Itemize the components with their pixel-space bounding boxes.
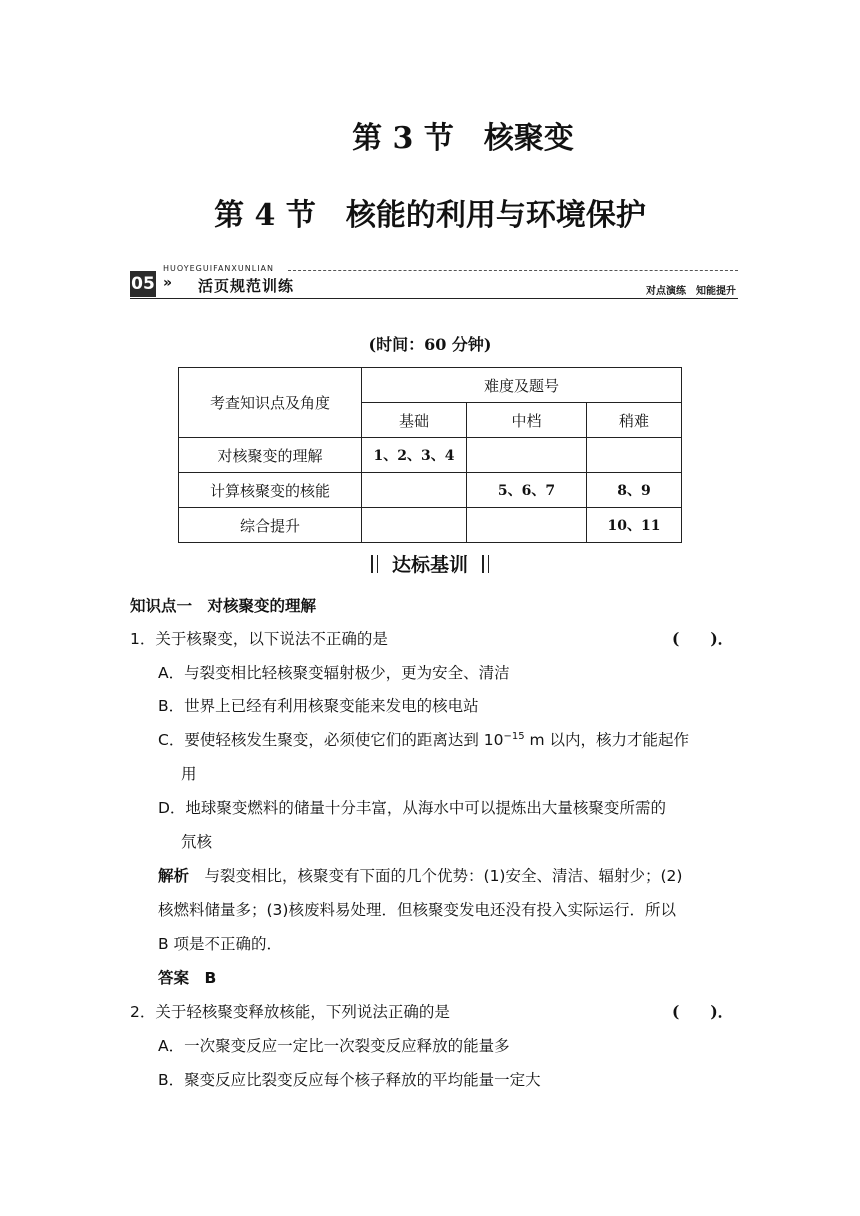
table-row (179, 438, 682, 473)
option-c-exponent: −15 (503, 730, 525, 742)
table-cell (467, 508, 587, 543)
time-note: (时间：60 分钟) (368, 335, 492, 354)
knowledge-table (178, 367, 682, 543)
table-cell: 10、11 (587, 508, 682, 543)
table-cell (587, 438, 682, 473)
table-cell: 1、2、3、4 (362, 438, 467, 473)
banner-right-text: 对点演练 知能提升 (646, 286, 736, 297)
question-1-analysis-2: 核燃料储量多；(3)核废料易处理．但核聚变发电还没有投入实际运行．所以 (158, 901, 676, 919)
practice-banner (130, 265, 738, 299)
analysis-label: 解析 (158, 867, 190, 885)
table-header-topic: 考查知识点及角度 (179, 368, 362, 438)
chevron-right-icon: » (163, 275, 173, 291)
question-2-option-a: A．一次聚变反应一定比一次裂变反应释放的能量多 (158, 1037, 510, 1055)
table-cell (362, 508, 467, 543)
lesson-title-4: 第 4 节 核能的利用与环境保护 (214, 198, 646, 233)
table-level-hard: 稍难 (587, 403, 682, 438)
banner-number-badge: 05 (130, 271, 156, 297)
banner-pinyin: HUOYEGUIFANXUNLIAN (163, 264, 275, 273)
answer-label: 答案 (158, 969, 190, 987)
table-level-medium: 中档 (467, 403, 587, 438)
question-2-option-b: B．聚变反应比裂变反应每个核子释放的平均能量一定大 (158, 1071, 541, 1089)
banner-rule (130, 298, 738, 299)
table-cell (467, 438, 587, 473)
table-cell-topic: 对核聚变的理解 (179, 438, 362, 473)
question-2-stem: 2．关于轻核聚变释放核能，下列说法正确的是 (130, 1003, 450, 1021)
table-header-difficulty: 难度及题号 (362, 368, 682, 403)
question-1-answer (158, 966, 216, 988)
question-1-answer-blank: ( )． (672, 629, 734, 648)
option-c-text-end: m 以内，核力才能起作 (524, 731, 690, 749)
table-cell: 8、9 (587, 473, 682, 508)
table-cell-topic: 综合提升 (179, 508, 362, 543)
analysis-text: 与裂变相比，核聚变有下面的几个优势：(1)安全、清洁、辐射少；(2) (189, 867, 683, 885)
section-bar-left (371, 555, 378, 573)
question-1-analysis (158, 864, 682, 886)
question-1-option-c-cont: 用 (181, 765, 197, 783)
question-2-answer-blank: ( )． (672, 1002, 734, 1021)
question-1-analysis-3: B 项是不正确的． (158, 935, 283, 953)
banner-name: 活页规范训练 (198, 277, 295, 295)
section-bar-right (482, 555, 489, 573)
question-1-option-b: B．世界上已经有利用核聚变能来发电的核电站 (158, 697, 479, 715)
table-row (179, 508, 682, 543)
question-1-option-d: D．地球聚变燃料的储量十分丰富，从海水中可以提炼出大量核聚变所需的 (158, 799, 666, 817)
answer-value: B (204, 969, 217, 987)
table-level-basic: 基础 (362, 403, 467, 438)
table-row (179, 473, 682, 508)
knowledge-point-label: 知识点一 (130, 597, 193, 615)
lesson-title-3: 第 3 节 核聚变 (352, 121, 574, 156)
table-cell (362, 473, 467, 508)
question-1-option-d-cont: 氘核 (181, 833, 213, 851)
question-1-option-c (158, 728, 689, 750)
banner-dashed-line (288, 270, 738, 271)
section-title: 达标基训 (391, 554, 468, 576)
table-cell-topic: 计算核聚变的核能 (179, 473, 362, 508)
knowledge-point-heading (130, 594, 316, 616)
table-cell: 5、6、7 (467, 473, 587, 508)
option-c-text: C．要使轻核发生聚变，必须使它们的距离达到 10 (158, 731, 504, 749)
question-1-stem: 1．关于核聚变，以下说法不正确的是 (130, 630, 388, 648)
question-1-option-a: A．与裂变相比轻核聚变辐射极少，更为安全、清洁 (158, 664, 510, 682)
knowledge-point-text: 对核聚变的理解 (207, 597, 317, 615)
section-heading (0, 550, 860, 577)
